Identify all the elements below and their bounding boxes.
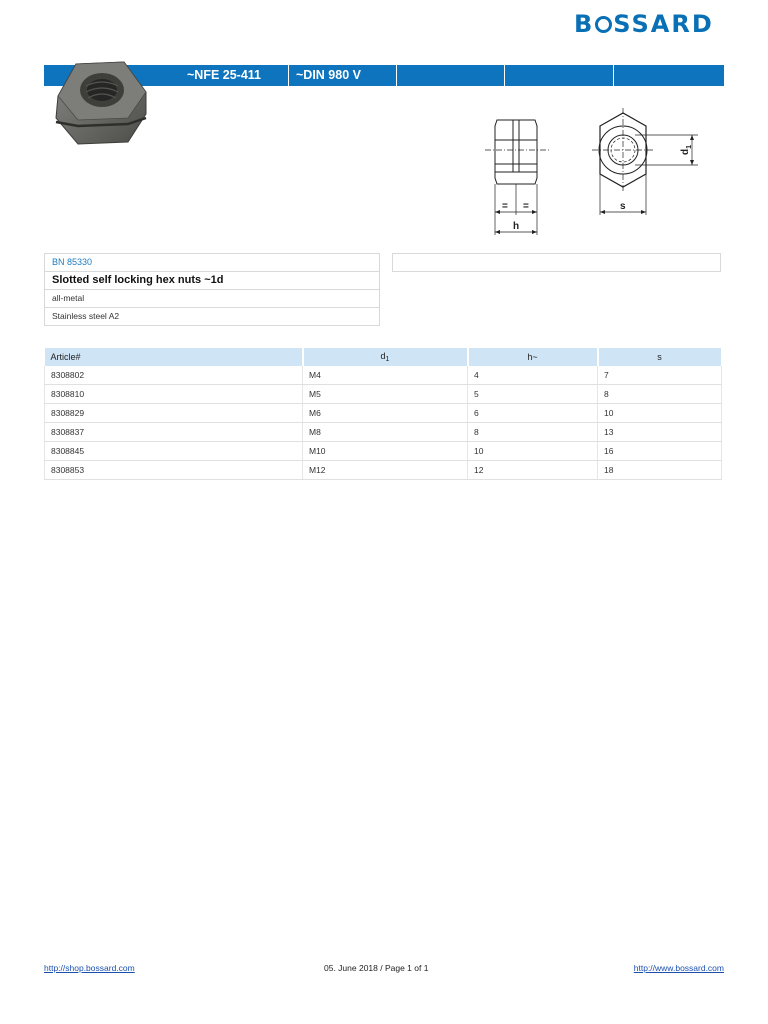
cell-s: 13: [598, 423, 722, 442]
technical-drawing: [480, 100, 730, 240]
cell-d1: M10: [303, 442, 468, 461]
table-row: [45, 385, 722, 404]
footer-site-link-wrap: [634, 963, 724, 973]
product-photo: [50, 56, 152, 148]
dim-h-label: h: [513, 221, 520, 232]
eq-label-2: =: [523, 201, 529, 212]
cell-d1: M4: [303, 366, 468, 385]
shop-link[interactable]: http://shop.bossard.com: [44, 963, 135, 973]
website-link[interactable]: http://www.bossard.com: [633, 963, 724, 973]
col-header-s: s: [598, 348, 722, 366]
cell-article: 8308829: [45, 404, 303, 423]
cell-h: 4: [468, 366, 598, 385]
standard-din: ~DIN 980 V: [296, 68, 361, 82]
table-row: [45, 442, 722, 461]
bn-number: BN 85330: [44, 253, 380, 272]
cell-article: 8308802: [45, 366, 303, 385]
cell-d1: M5: [303, 385, 468, 404]
article-table: [44, 348, 723, 480]
material-grade: Stainless steel A2: [44, 307, 380, 326]
cell-article: 8308810: [45, 385, 303, 404]
cell-s: 7: [598, 366, 722, 385]
cell-article: 8308845: [45, 442, 303, 461]
table-row: [45, 423, 722, 442]
product-title: Slotted self locking hex nuts ~1d: [44, 271, 380, 290]
cell-h: 12: [468, 461, 598, 480]
col-header-h: h~: [468, 348, 598, 366]
col-header-d1: $d_1$: [303, 348, 468, 366]
table-header-row: [45, 348, 722, 366]
cell-h: 10: [468, 442, 598, 461]
cell-d1: M8: [303, 423, 468, 442]
empty-info-box: [392, 253, 721, 272]
cell-h: 5: [468, 385, 598, 404]
footer-shop-link-wrap: [44, 963, 135, 973]
cell-article: 8308853: [45, 461, 303, 480]
cell-d1: M12: [303, 461, 468, 480]
eq-label-1: =: [502, 201, 508, 212]
cell-h: 6: [468, 404, 598, 423]
standard-nfe: ~NFE 25-411: [187, 68, 262, 82]
table-row: [45, 461, 722, 480]
dim-d-label: $d_1$: [680, 144, 693, 155]
cell-s: 10: [598, 404, 722, 423]
cell-s: 8: [598, 385, 722, 404]
table-row: [45, 404, 722, 423]
col-header-article: Article#: [45, 348, 303, 366]
cell-s: 18: [598, 461, 722, 480]
cell-h: 8: [468, 423, 598, 442]
cell-d1: M6: [303, 404, 468, 423]
bossard-logo: B SSARD: [574, 10, 714, 38]
material-type: all-metal: [44, 289, 380, 308]
dim-s-label: s: [620, 201, 626, 212]
footer-date-page: 05. June 2018 / Page 1 of 1: [324, 963, 429, 973]
cell-article: 8308837: [45, 423, 303, 442]
logo-ring-icon: [595, 16, 612, 33]
cell-s: 16: [598, 442, 722, 461]
table-row: [45, 366, 722, 385]
